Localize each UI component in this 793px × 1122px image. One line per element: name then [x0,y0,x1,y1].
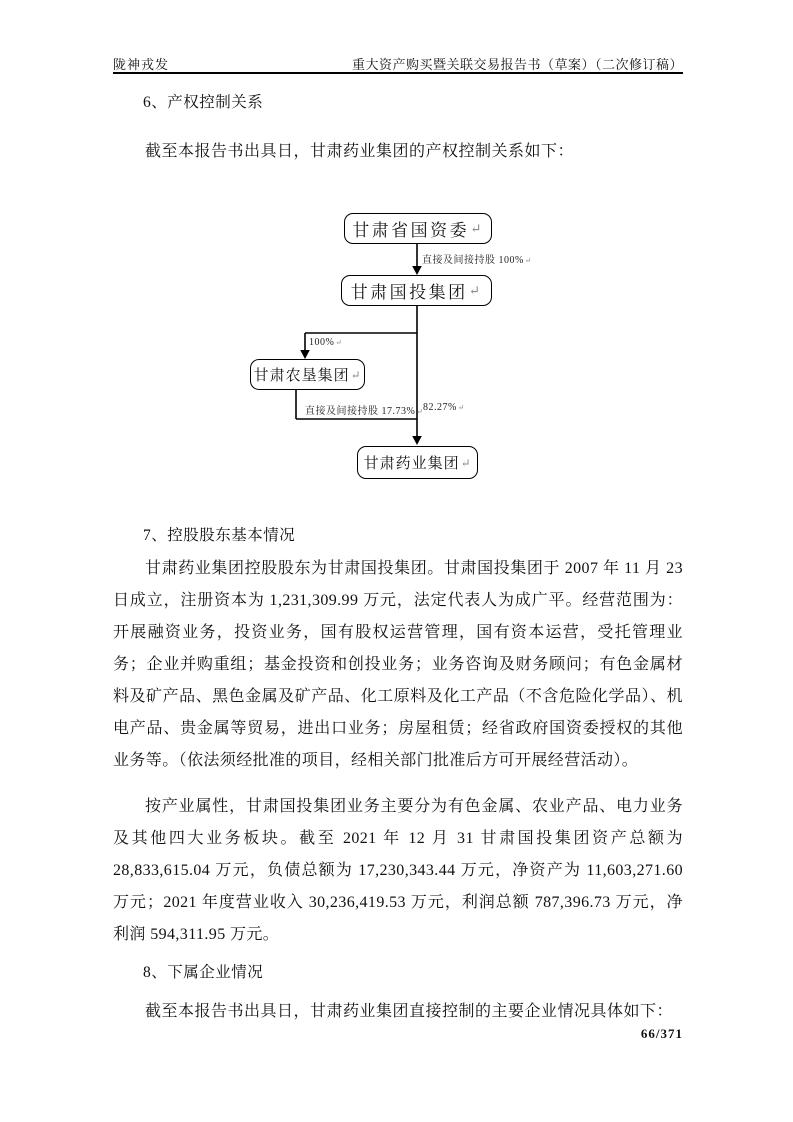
edge-label-guotou-pharma [423,402,465,413]
edge-label-text: 直接及间接持股 17.73% [305,406,416,417]
return-mark: ↵ [416,407,424,416]
section-8-intro: 截至本报告书出具日，甘肃药业集团直接控制的主要企业情况具体如下： [145,1003,674,1020]
return-mark: ↵ [457,403,465,412]
return-mark: ↵ [468,282,483,298]
arrowhead-nongken [300,350,310,359]
section-6-heading: 6、产权控制关系 [143,94,264,111]
arrowhead-guotou [412,266,422,275]
doc-short-name: 陇神戎发 [113,57,170,72]
return-mark: ↵ [460,456,472,470]
edge-label-text: 82.27% [423,402,457,413]
org-box-gansu-sasac [344,213,492,244]
org-box-gansu-guotou [341,275,492,306]
return-mark: ↵ [524,256,532,265]
section-7-paragraph-1: 甘肃药业集团控股股东为甘肃国投集团。甘肃国投集团于 2007 年 11 月 23 日成立，注册资本为 1,231,309.99 万元，法定代表人为成广平。经营范围为：开展融资业务，投资业务，国有股权运营管理，国有资本运营，受托管理业务；企业并购重组；基金投资和创投业务；业务咨询及财务顾问；有色金属材料及矿产品、黑色金属及矿产品、化工原料及化工产品（不含危险化学品）、机电产品、贵金属等贸易，进出口业务；房屋租赁；经省政府国资委授权的其他业务等。（依法须经批准的项目，经相关部门批准后方可开展经营活动）。 [113,560,683,769]
page-number: 66/371 [640,1026,683,1041]
section-8-heading: 8、下属企业情况 [143,964,264,981]
org-box-gansu-nongken [250,359,365,390]
diagram-connectors [0,0,793,510]
section-7-paragraph-2: 按产业属性，甘肃国投集团业务主要分为有色金属、农业产品、电力业务及其他四大业务板块。截至 2021 年 12 月 31 甘肃国投集团资产总额为 28,833,615.04 万元，负债总额为 17,230,343.44 万元，净资产为 11,603,271.60 万元；2021 年度营业收入 30,236,419.53 万元，利润总额 787,396.73 万元，净利润 594,311.95 万元。 [113,798,683,943]
edge-label-guotou-nongken [309,337,342,348]
section-6-intro: 截至本报告书出具日，甘肃药业集团的产权控制关系如下： [145,143,575,160]
section-7-heading: 7、控股股东基本情况 [143,527,296,544]
org-box-label: 甘肃农垦集团 [253,368,350,384]
org-box-label: 甘肃国投集团 [350,283,468,302]
org-box-label: 甘肃药业集团 [363,456,460,472]
return-mark: ↵ [335,338,343,347]
edge-label-text: 直接及间接持股 100% [422,255,524,266]
doc-title: 重大资产购买暨关联交易报告书（草案）（二次修订稿） [351,57,683,72]
edge-label-sasac-guotou [422,251,532,266]
edge-label-text: 100% [309,337,335,348]
equity-control-diagram [0,0,793,510]
arrowhead-pharma [412,436,422,445]
org-box-gansu-pharma [357,446,478,479]
edge-label-nongken-pharma [305,402,423,417]
return-mark: ↵ [350,368,362,382]
return-mark: ↵ [470,220,484,236]
org-box-label: 甘肃省国资委 [352,221,470,240]
